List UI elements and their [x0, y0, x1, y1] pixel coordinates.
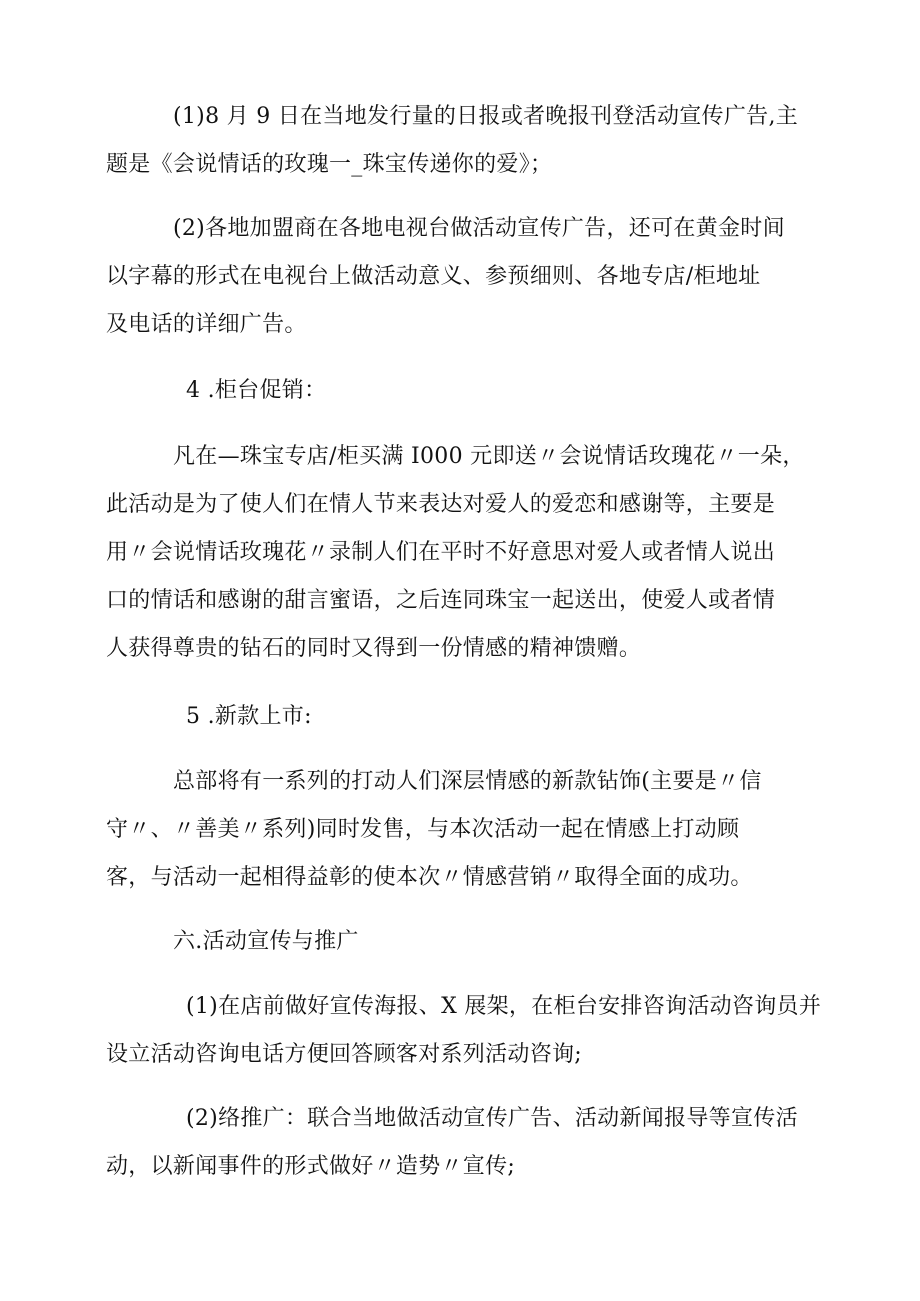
paragraph-line: (1)8 月 9 日在当地发行量的日报或者晚报刊登活动宣传广告,主 — [173, 104, 799, 129]
paragraph-line: 客，与活动一起相得益彰的使本次〃情感营销〃取得全面的成功。 — [106, 865, 753, 890]
section-heading-counter-promotion — [106, 367, 806, 415]
paragraph-line: (2)络推广：联合当地做活动宣传广告、活动新闻报导等宣传活 — [186, 1106, 798, 1131]
paragraph-line: (2)各地加盟商在各地电视台做活动宣传广告，还可在黄金时间 — [173, 216, 785, 241]
paragraph-line: 以字幕的形式在电视台上做活动意义、参预细则、各地专店/柜地址 — [106, 264, 761, 289]
paragraph-new-jewelry — [106, 758, 806, 902]
section-heading-new-products — [106, 693, 806, 741]
paragraph-line: 动，以新闻事件的形式做好〃造势〃宣传; — [106, 1154, 516, 1179]
heading-line: 4 .柜台促销： — [186, 378, 327, 403]
paragraph-network-promotion — [106, 1095, 806, 1191]
paragraph-line: 及电话的详细广告。 — [106, 312, 307, 337]
paragraph-store-posters — [106, 983, 822, 1079]
paragraph-tv-ad — [106, 205, 806, 349]
paragraph-line: 用〃会说情话玫瑰花〃录制人们在平时不好意思对爱人或者情人说出 — [106, 540, 776, 565]
paragraph-line: 人获得尊贵的钻石的同时又得到一份情感的精神馈赠。 — [106, 636, 642, 661]
heading-line: 六.活动宣传与推广 — [173, 929, 359, 954]
paragraph-newspaper-ad — [106, 93, 806, 189]
paragraph-line: 设立活动咨询电话方便回答顾客对系列活动咨询; — [106, 1042, 583, 1067]
paragraph-line: 凡在—珠宝专店/柜买满 I000 元即送〃会说情话玫瑰花〃一朵， — [173, 444, 805, 469]
paragraph-line: 总部将有一系列的打动人们深层情感的新款钻饰(主要是〃信 — [173, 769, 762, 794]
section-heading-promotion — [106, 918, 806, 966]
paragraph-line: (1)在店前做好宣传海报、X 展架，在柜台安排咨询活动咨询员并 — [186, 994, 822, 1019]
paragraph-line: 口的情话和感谢的甜言蜜语，之后连同珠宝一起送出，使爱人或者情 — [106, 588, 776, 613]
paragraph-rose-gift — [106, 433, 806, 673]
paragraph-line: 守〃、〃善美〃系列)同时发售，与本次活动一起在情感上打动顾 — [106, 817, 740, 842]
paragraph-line: 此活动是为了使人们在情人节来表达对爱人的爱恋和感谢等，主要是 — [106, 492, 776, 517]
paragraph-line: 题是《会说情话的玫瑰一_珠宝传递你的爱》； — [106, 152, 553, 177]
heading-line: 5 .新款上市: — [186, 704, 312, 729]
